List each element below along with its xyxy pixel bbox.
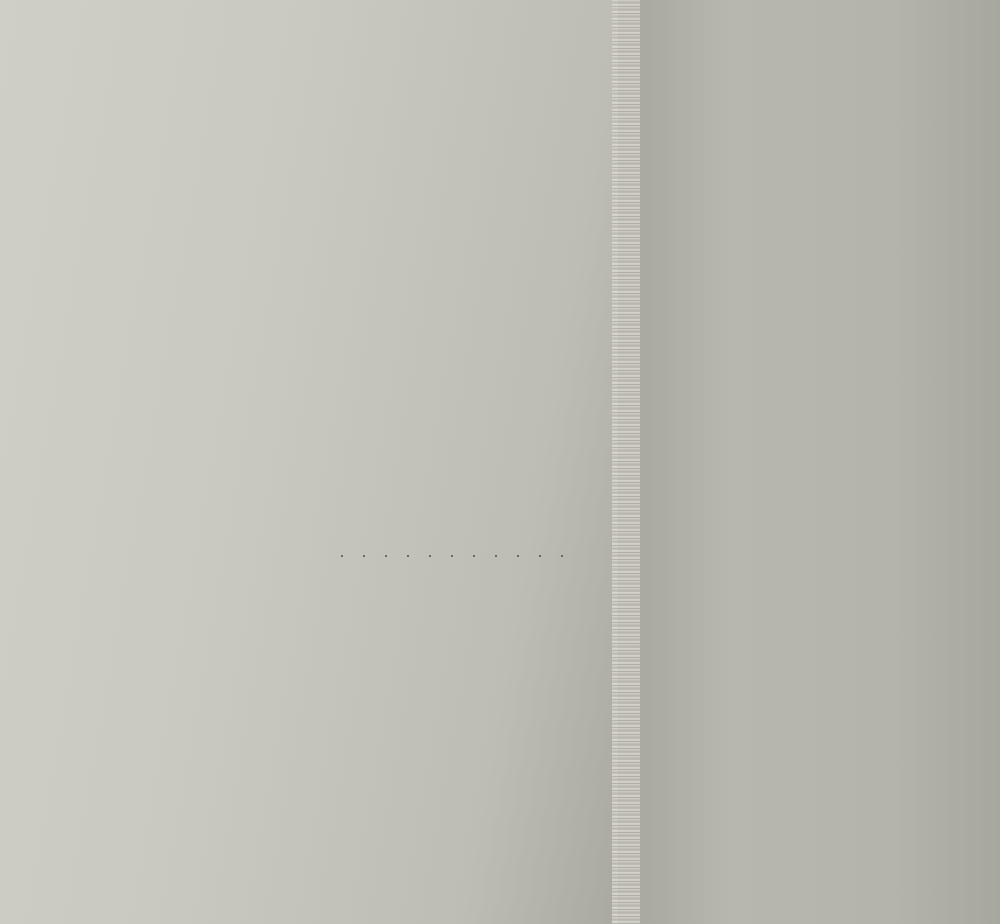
book-spine xyxy=(612,0,642,924)
leader-dots: . . . . . . . . . . . xyxy=(340,544,571,561)
right-page xyxy=(640,0,1000,924)
